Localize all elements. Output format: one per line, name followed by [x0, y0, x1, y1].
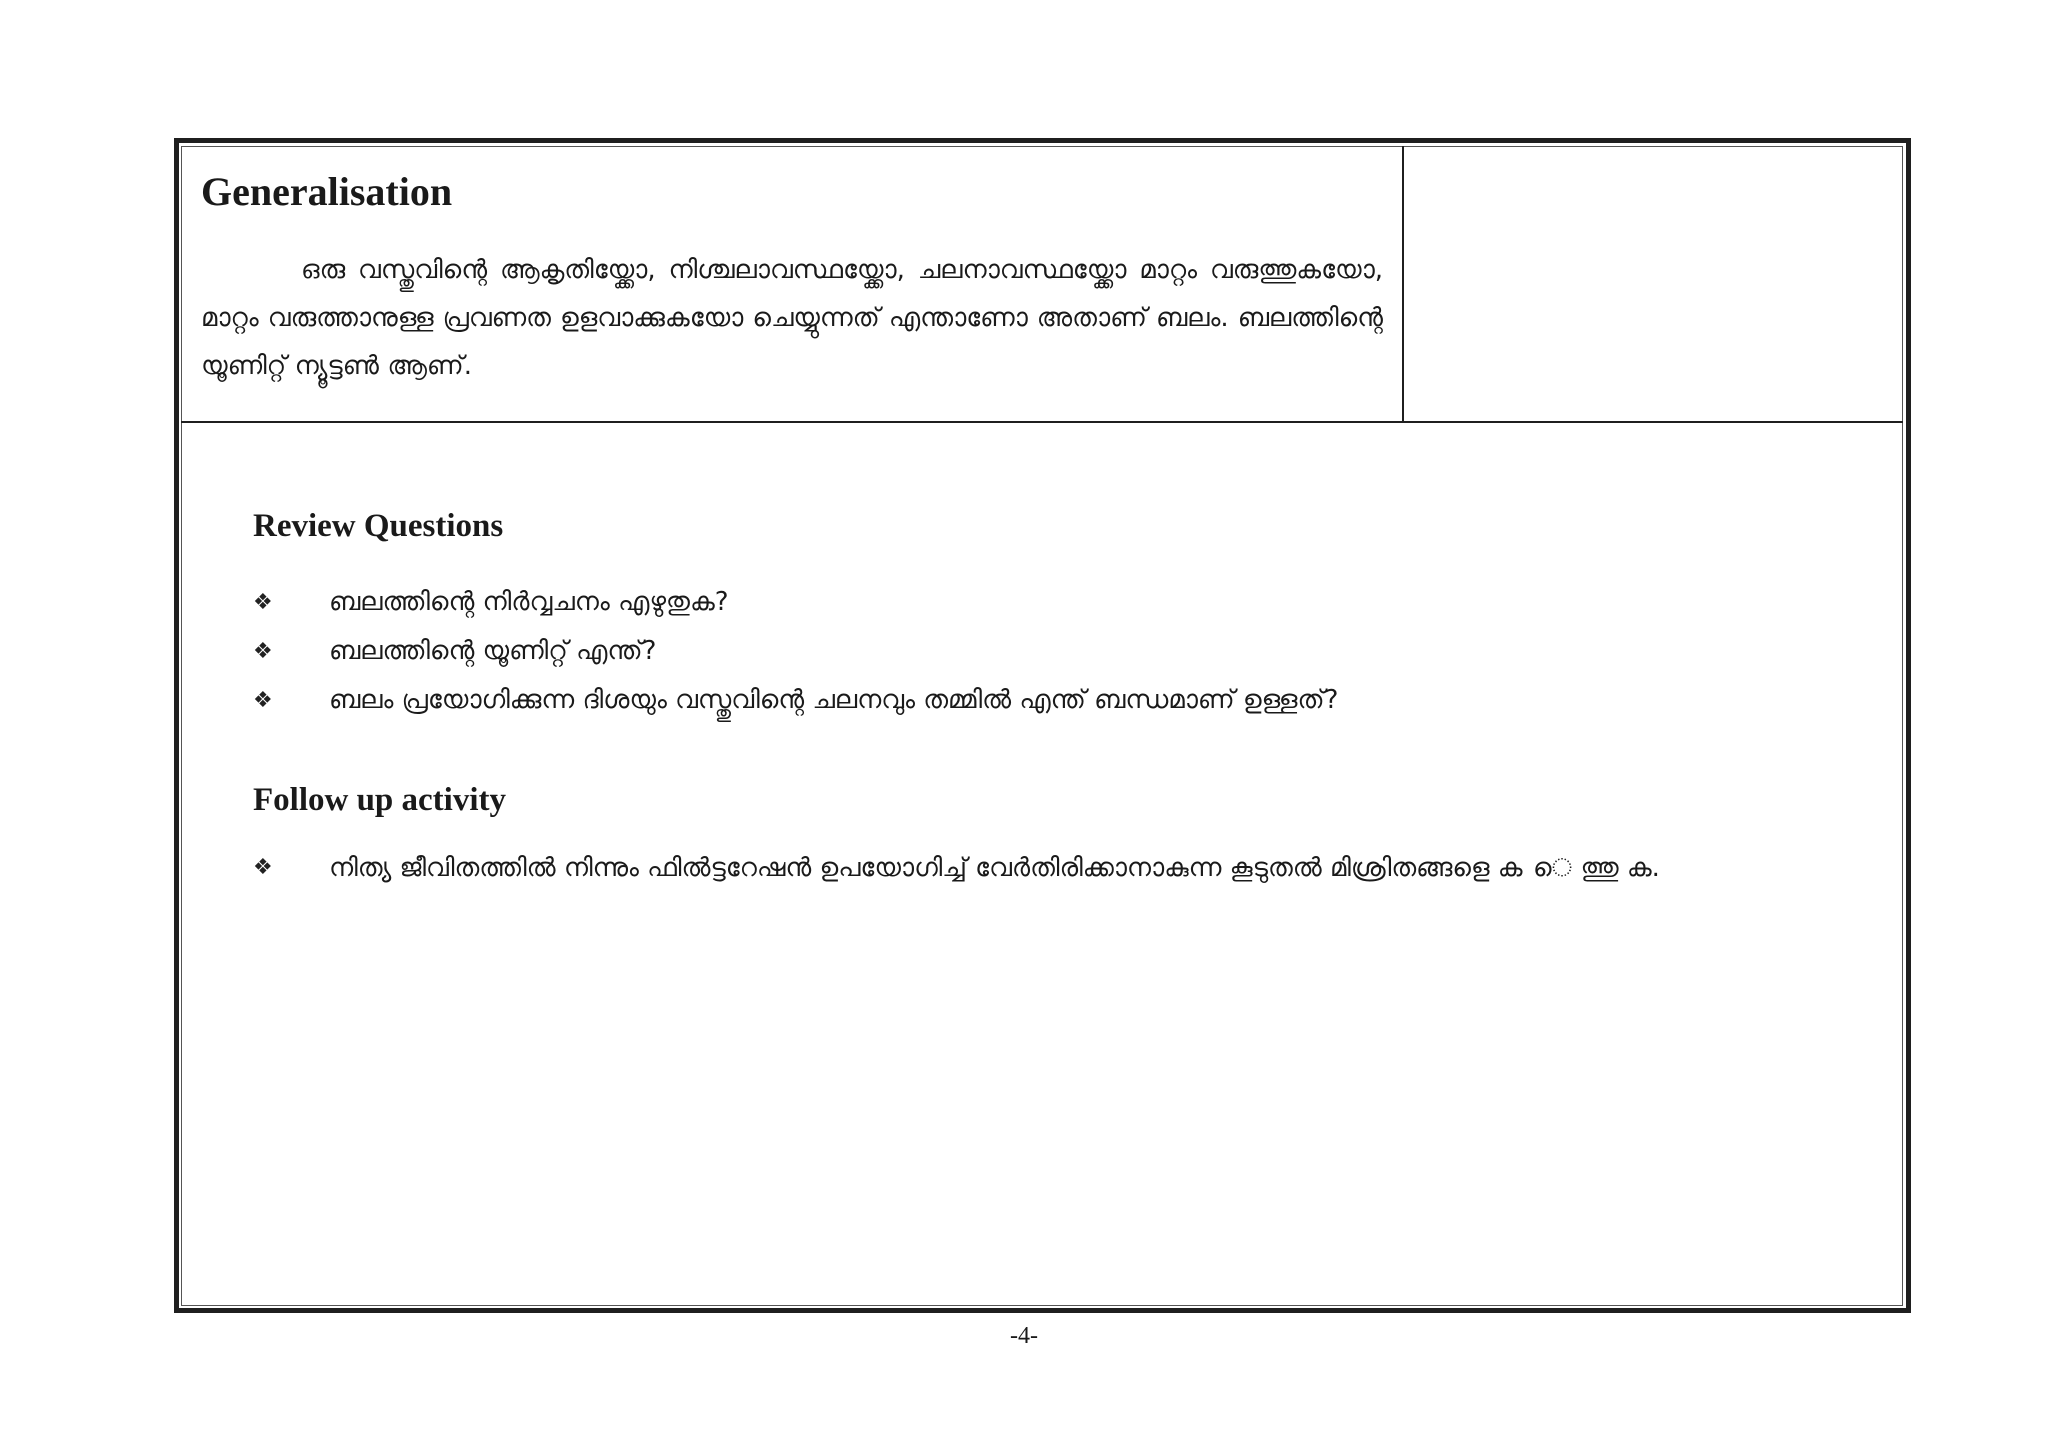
- diamond-bullet-icon: ❖: [253, 590, 273, 615]
- generalisation-paragraph: ഒരു വസ്തുവിന്റെ ആകൃതിയ്ക്കോ, നിശ്ചലാവസ്ഥയ്ക്കോ, ചലനാവസ്ഥയ്ക്കോ മാറ്റം വരുത്തുകയോ, മാറ്റം വരുത്താനുള്ള പ്രവണത ഉളവാക്കുകയോ ചെയ്യുന്നത് എന്താണോ അതാണ് ബലം. ബലത്തിന്റെ യൂണിറ്റ് ന്യൂട്ടൺ ആണ്.: [201, 255, 1383, 381]
- diamond-bullet-icon: ❖: [253, 855, 273, 880]
- generalisation-heading: Generalisation: [201, 169, 453, 214]
- diamond-bullet-icon: ❖: [253, 639, 273, 664]
- header-column-divider: [1402, 146, 1404, 422]
- follow-up-activity-item: [253, 846, 1873, 890]
- review-question-item: [253, 578, 1871, 627]
- review-question-item: [253, 627, 1871, 676]
- follow-up-activity-text: നിത്യ ജീവിതത്തിൽ നിന്നും ഫിൽട്ടറേഷൻ ഉപയോഗിച്ച് വേർതിരിക്കാനാകുന്ന കൂടുതൽ മിശ്രിതങ്ങളെ ക െ ത്തു ക.: [329, 853, 1660, 883]
- review-questions-heading: Review Questions: [253, 508, 504, 544]
- review-question-text: ബലത്തിന്റെ യൂണിറ്റ് എന്ത്?: [329, 636, 657, 666]
- review-question-text: ബലം പ്രയോഗിക്കുന്ന ദിശയും വസ്തുവിന്റെ ചലനവും തമ്മിൽ എന്ത് ബന്ധമാണ് ഉള്ളത്?: [329, 685, 1339, 715]
- follow-up-activity-heading: Follow up activity: [253, 782, 506, 818]
- diamond-bullet-icon: ❖: [253, 688, 273, 713]
- review-question-text: ബലത്തിന്റെ നിർവ്വചനം എഴുതുക?: [329, 587, 729, 617]
- review-question-item: [253, 676, 1871, 725]
- review-questions-list: [253, 578, 1871, 725]
- header-separator-line: [181, 421, 1903, 423]
- follow-up-activity-list: [253, 846, 1873, 890]
- page-number: -4-: [1010, 1323, 1038, 1349]
